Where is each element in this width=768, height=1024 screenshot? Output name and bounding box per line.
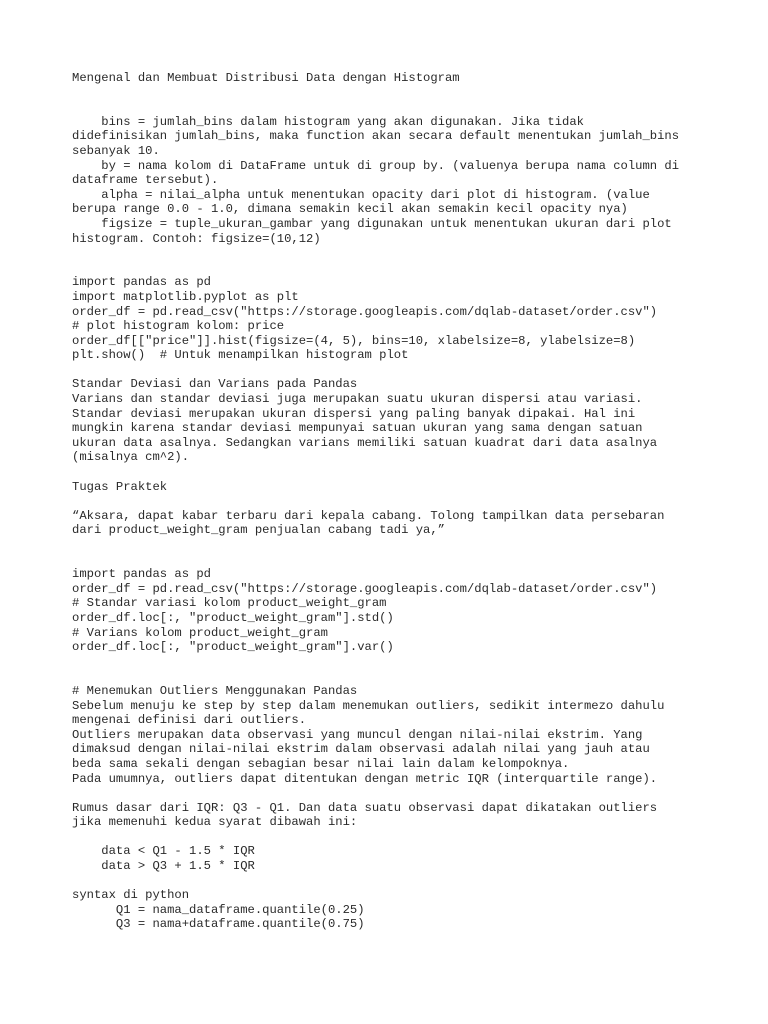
document-line xyxy=(72,363,732,378)
document-line: mungkin karena standar deviasi mempunyai satuan ukuran yang sama dengan satuan xyxy=(72,421,643,436)
document-line xyxy=(72,786,732,801)
document-line: dimaksud dengan nilai-nilai ekstrim dalam observasi adalah nilai yang jauh atau xyxy=(72,742,650,757)
document-line: order_df[["price"]].hist(figsize=(4, 5), bins=10, xlabelsize=8, ylabelsize=8) xyxy=(72,333,636,348)
document-line: # Menemukan Outliers Menggunakan Pandas xyxy=(72,683,358,698)
document-line: by = nama kolom di DataFrame untuk di group by. (valuenya berupa nama column di xyxy=(72,158,680,173)
document-line: “Aksara, dapat kabar terbaru dari kepala cabang. Tolong tampilkan data persebaran xyxy=(72,508,665,523)
document-line xyxy=(72,655,732,670)
document-line: order_df = pd.read_csv("https://storage.googleapis.com/dqlab-dataset/order.csv") xyxy=(72,581,658,596)
document-line xyxy=(72,100,732,115)
document-line xyxy=(72,465,732,480)
document-line: Q3 = nama+dataframe.quantile(0.75) xyxy=(72,917,365,932)
document-line: Standar Deviasi dan Varians pada Pandas xyxy=(72,377,358,392)
document-line: Outliers merupakan data observasi yang muncul dengan nilai-nilai ekstrim. Yang xyxy=(72,727,643,742)
document-line: Tugas Praktek xyxy=(72,479,168,494)
document-line: order_df = pd.read_csv("https://storage.googleapis.com/dqlab-dataset/order.csv") xyxy=(72,304,658,319)
document-line: import pandas as pd xyxy=(72,567,211,582)
document-line: # Varians kolom product_weight_gram xyxy=(72,625,328,640)
document-line: syntax di python xyxy=(72,888,190,903)
document-line xyxy=(72,553,732,568)
document-line: jika memenuhi kedua syarat dibawah ini: xyxy=(72,815,358,830)
document-line xyxy=(72,874,732,889)
document-line: histogram. Contoh: figsize=(10,12) xyxy=(72,231,321,246)
document-line: (misalnya cm^2). xyxy=(72,450,190,465)
document-line xyxy=(72,246,732,261)
document-line: mengenai definisi dari outliers. xyxy=(72,713,307,728)
document-line: beda sama sekali dengan sebagian besar nilai lain dalam kelompoknya. xyxy=(72,756,570,771)
document-line: ukuran data asalnya. Sedangkan varians memiliki satuan kuadrat dari data asalnya xyxy=(72,435,658,450)
document-line: # plot histogram kolom: price xyxy=(72,319,285,334)
document-line xyxy=(72,538,732,553)
document-line: dataframe tersebut). xyxy=(72,173,219,188)
document-line: figsize = tuple_ukuran_gambar yang digunakan untuk menentukan ukuran dari plot xyxy=(72,216,672,231)
document-line: sebanyak 10. xyxy=(72,143,160,158)
document-line: Mengenal dan Membuat Distribusi Data dengan Histogram xyxy=(72,71,460,85)
document-line: dari product_weight_gram penjualan cabang tadi ya,” xyxy=(72,523,445,538)
document-line: Pada umumnya, outliers dapat ditentukan dengan metric IQR (interquartile range). xyxy=(72,771,658,786)
document-line: data < Q1 - 1.5 * IQR xyxy=(72,844,255,859)
document-line: order_df.loc[:, "product_weight_gram"].var() xyxy=(72,640,394,655)
document-line xyxy=(72,494,732,509)
document-line: data > Q3 + 1.5 * IQR xyxy=(72,859,255,874)
document-line: order_df.loc[:, "product_weight_gram"].std() xyxy=(72,610,394,625)
document-line: Standar deviasi merupakan ukuran dispersi yang paling banyak dipakai. Hal ini xyxy=(72,406,636,421)
document-line: berupa range 0.0 - 1.0, dimana semakin kecil akan semakin kecil opacity nya) xyxy=(72,202,628,217)
document-line xyxy=(72,86,732,101)
document-line xyxy=(72,830,732,845)
document-line: Q1 = nama_dataframe.quantile(0.25) xyxy=(72,902,365,917)
document-line xyxy=(72,669,732,684)
document-line: import matplotlib.pyplot as plt xyxy=(72,289,299,304)
document-line: Varians dan standar deviasi juga merupakan suatu ukuran dispersi atau variasi. xyxy=(72,392,643,407)
document-line: bins = jumlah_bins dalam histogram yang akan digunakan. Jika tidak xyxy=(72,114,584,129)
document-line: didefinisikan jumlah_bins, maka function akan secara default menentukan jumlah_bins xyxy=(72,129,680,144)
document-line xyxy=(72,261,732,276)
document-line: plt.show() # Untuk menampilkan histogram plot xyxy=(72,348,409,363)
document-line: Rumus dasar dari IQR: Q3 - Q1. Dan data suatu observasi dapat dikatakan outliers xyxy=(72,800,658,815)
document-page xyxy=(72,71,732,932)
document-line: # Standar variasi kolom product_weight_gram xyxy=(72,596,387,611)
document-line: import pandas as pd xyxy=(72,275,211,290)
document-line: Sebelum menuju ke step by step dalam menemukan outliers, sedikit intermezo dahulu xyxy=(72,698,665,713)
document-line: alpha = nilai_alpha untuk menentukan opacity dari plot di histogram. (value xyxy=(72,187,650,202)
